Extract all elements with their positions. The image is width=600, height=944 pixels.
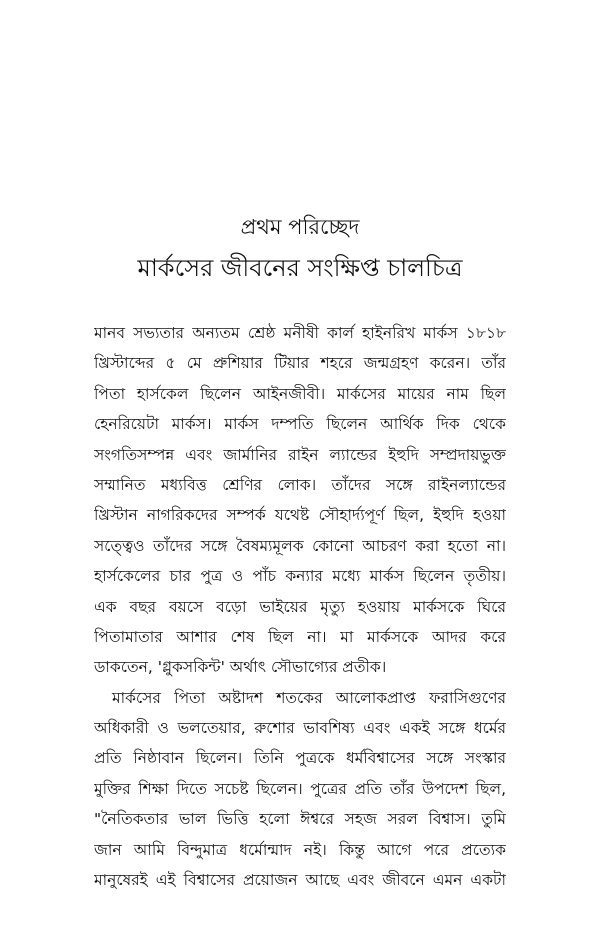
text-line: মানব সভ্যতার অন্যতম শ্রেষ্ঠ মনীষী কার্ল হাইনরিখ মার্কস ১৮১৮ [94,324,506,342]
text-line: "নৈতিকতার ভাল ভিত্তি হলো ঈশ্বরে সহজ সরল বিশ্বাস। তুমি [94,810,506,829]
text-line: হার্সকেলের চার পুত্র ও পাঁচ কন্যার মধ্যে মার্কস ছিলেন তৃতীয়। [94,567,506,586]
text-line: সত্ত্বেও তাঁদের সঙ্গে বৈষম্যমূলক কোনো আচরণ করা হতো না। [94,536,506,555]
text-line: খ্রিস্টাব্দের ৫ মে প্রুশিয়ার টিয়ার শহরে জন্মগ্রহণ করেন। তাঁর [94,354,506,373]
body-text [94,318,506,895]
text-line: মার্কসের পিতা অষ্টাদশ শতকের আলোকপ্রাপ্ত ফরাসিগুণের [112,688,506,707]
paragraph-1 [94,318,506,683]
text-line: খ্রিস্টান নাগরিকদের সম্পর্ক যথেষ্ট সৌহার্দ্যপূর্ণ ছিল, ইহুদি হওয়া [94,506,506,525]
chapter-label: প্রথম পরিচ্ছেদ [240,215,360,239]
text-line: মুক্তির শিক্ষা দিতে সচেষ্ট ছিলেন। পুত্রের প্রতি তাঁর উপদেশ ছিল, [94,779,506,798]
text-line: পিতামাতার আশার শেষ ছিল না। মা মার্কসকে আদর করে [94,627,506,646]
text-line: মানুষেরই এই বিশ্বাসের প্রয়োজন আছে এবং জীবনে এমন একটা [94,871,506,890]
text-line: ডাকতেন, 'গ্লুকসকিন্ট' অর্থাৎ সৌভাগ্যের প্রতীক। [94,658,387,677]
text-line: পিতা হার্সকেল ছিলেন আইনজীবী। মার্কসের মায়ের নাম ছিল [94,384,506,403]
paragraph-2 [94,683,506,896]
text-line: জান আমি বিন্দুমাত্র ধর্মোন্মাদ নই। কিন্তু আগে পরে প্রত্যেক [94,840,506,859]
text-line: এক বছর বয়সে বড়ো ভাইয়ের মৃত্যু হওয়ায় মার্কসকে ঘিরে [94,597,506,616]
text-line: অধিকারী ও ভলতেয়ার, রুশোর ভাবশিষ্য এবং একই সঙ্গে ধর্মের [94,719,506,738]
text-line: হেনরিয়েটা মার্কস। মার্কস দম্পতি ছিলেন আর্থিক দিক থেকে [94,415,506,434]
text-line: সম্মানিত মধ্যবিত্ত শ্রেণির লোক। তাঁদের সঙ্গে রাইনল্যান্ডের [94,475,506,494]
text-line: সংগতিসম্পন্ন এবং জার্মানির রাইন ল্যান্ডের ইহুদি সম্প্রদায়ভুক্ত [94,445,506,464]
chapter-title: মার্কসের জীবনের সংক্ষিপ্ত চালচিত্র [137,254,463,282]
text-line: প্রতি নিষ্ঠাবান ছিলেন। তিনি পুত্রকে ধর্মবিশ্বাসের সঙ্গে সংস্কার [94,749,506,768]
